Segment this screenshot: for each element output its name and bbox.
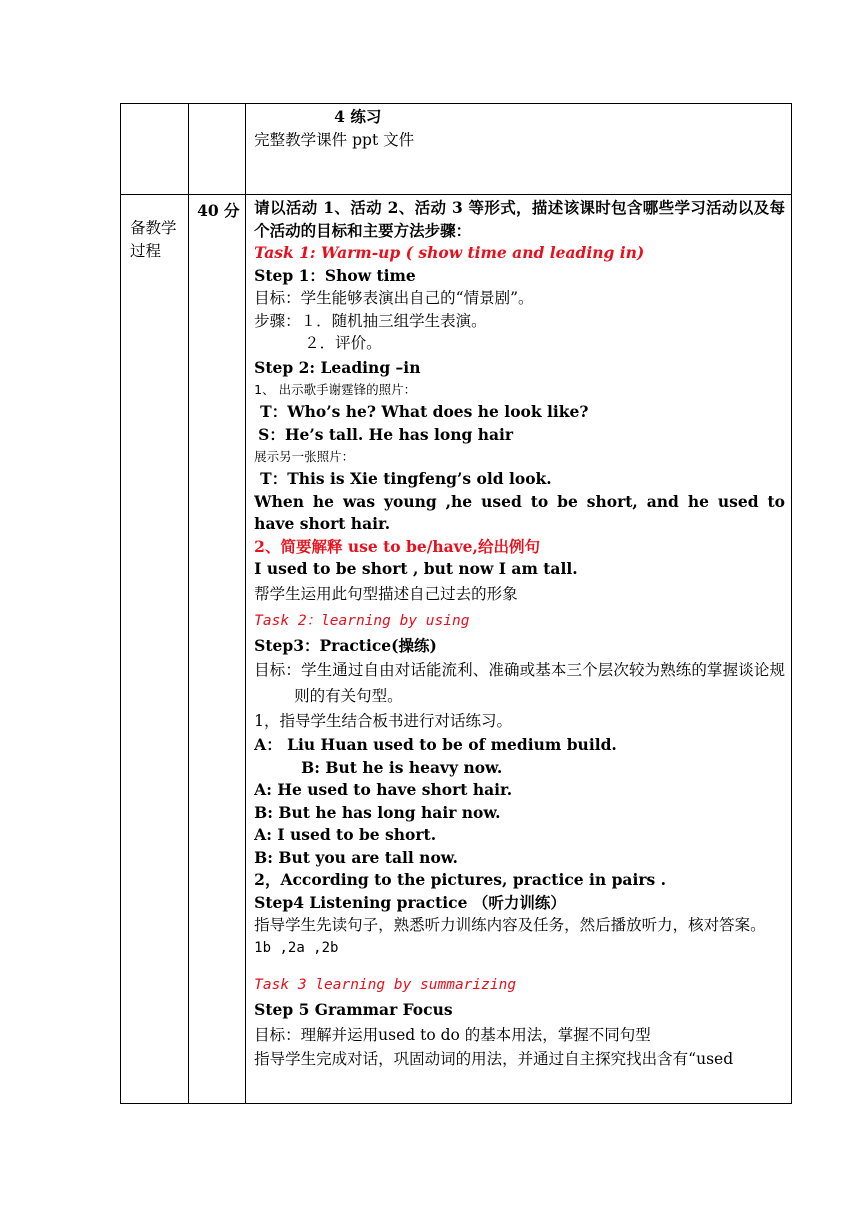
label-cell: [121, 195, 189, 1104]
label-cell-empty: [121, 104, 189, 195]
dialogue-b2: B: But he has long hair now.: [254, 802, 501, 822]
step2-teacher-line1: T：Who’s he? What does he look like?: [260, 402, 589, 421]
step1-title: Step 1：Show time: [254, 265, 416, 285]
step2-item1: 1、 出示歌手谢霆锋的照片：: [254, 382, 417, 397]
courseware-line: 完整教学课件 ppt 文件: [254, 130, 415, 149]
step2-when-text: When he was young ,he used to be short, and he used to have short hair.: [254, 491, 785, 533]
dialogue-a1: A： Liu Huan used to be of medium build.: [254, 735, 617, 754]
content-cell: [246, 104, 792, 195]
dialogue-b1: B: But he is heavy now.: [301, 757, 503, 777]
step1-goal: 目标：学生能够表演出自己的“情景剧”。: [254, 289, 534, 307]
step1-steps-b: ２．评价。: [304, 334, 382, 352]
process-label: 备教学过程: [130, 219, 177, 260]
step3-item1: 1，指导学生结合板书进行对话练习。: [254, 712, 513, 730]
table-row: [121, 195, 792, 1104]
dialogue-a2: A: He used to have short hair.: [254, 780, 513, 799]
step2-item2: 展示另一张照片：: [254, 449, 355, 464]
task1-title: Task 1: Warm-up ( show time and leading in): [254, 243, 645, 262]
table-row: [121, 104, 792, 195]
step4-answers: 1b ,2a ,2b: [254, 939, 339, 956]
step2-example: I used to be short , but now I am tall.: [254, 559, 578, 578]
time-cell: [189, 195, 246, 1104]
step2-teacher-line2: T：This is Xie tingfeng’s old look.: [260, 469, 552, 488]
step2-help: 帮学生运用此句型描述自己过去的形象: [254, 584, 518, 603]
step2-item3: 2、简要解释 use to be/have,给出例句: [254, 536, 540, 556]
step5-goal: 目标：理解并运用used to do 的基本用法，掌握不同句型: [254, 1025, 651, 1044]
time-cell-empty: [189, 104, 246, 195]
lesson-plan-table: [120, 103, 792, 1104]
practice-heading: 4 练习: [334, 107, 382, 126]
step3-item2: 2，According to the pictures, practice in pairs .: [254, 870, 667, 889]
step3-goal: 目标：学生通过自由对话能流利、准确或基本三个层次较为熟练的掌握谈论规则的有关句型。: [254, 661, 785, 705]
step3-title: Step3：Practice(操练): [254, 635, 437, 655]
task3-title: Task 3 learning by summarizing: [254, 977, 517, 993]
step4-description: 指导学生先读句子，熟悉听力训练内容及任务，然后播放听力，核对答案。: [254, 916, 766, 934]
dialogue-b3: B: But you are tall now.: [254, 847, 458, 867]
step5-description: 指导学生完成对话，巩固动词的用法，并通过自主探究找出含有“used: [254, 1049, 734, 1068]
step1-steps-a: 步骤：１．随机抽三组学生表演。: [254, 311, 487, 330]
step5-title: Step 5 Grammar Focus: [254, 1000, 453, 1019]
duration-label: 40 分: [197, 201, 240, 220]
step2-title: Step 2: Leading –in: [254, 357, 421, 377]
content-cell: [246, 195, 792, 1104]
step4-title: Step4 Listening practice （听力训练）: [254, 892, 566, 912]
intro-text: 请以活动 1、活动 2、活动 3 等形式，描述该课时包含哪些学习活动以及每个活动的目标和主要方法步骤：: [254, 198, 785, 240]
dialogue-a3: A: I used to be short.: [254, 825, 437, 844]
step2-student-line1: S：He’s tall. He has long hair: [258, 424, 514, 444]
task2-title: Task 2：learning by using: [254, 612, 470, 629]
